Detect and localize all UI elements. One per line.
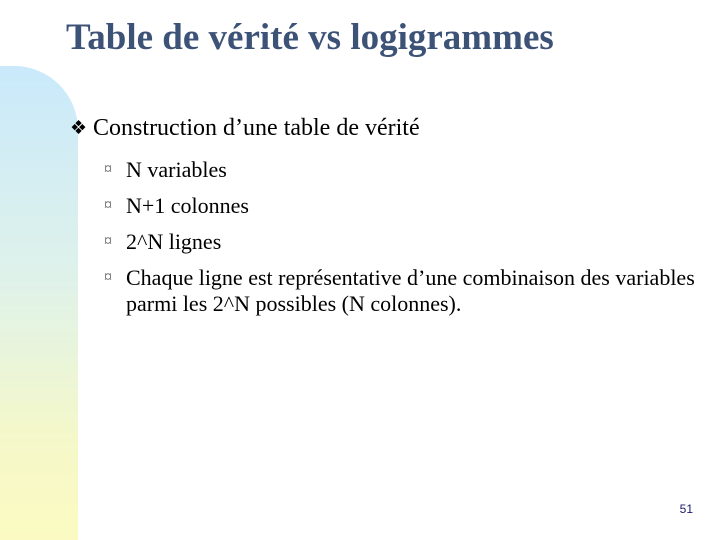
sub-bullet-item bbox=[104, 157, 716, 183]
sub-bullet-text: N variables bbox=[126, 157, 227, 182]
page-number: 51 bbox=[679, 502, 693, 516]
sub-bullet-item bbox=[104, 265, 716, 317]
currency-bullet-icon: ¤ bbox=[104, 197, 112, 214]
sub-bullet-text: Chaque ligne est représentative d’une combinaison des variables parmi les 2^N possibles (N colonnes). bbox=[126, 265, 695, 316]
currency-bullet-icon: ¤ bbox=[104, 161, 112, 178]
sub-bullet-item bbox=[104, 193, 716, 219]
sub-bullet-text: 2^N lignes bbox=[126, 229, 222, 254]
diamond-bullet-icon: ❖ bbox=[70, 118, 88, 139]
slide-title: Table de vérité vs logigrammes bbox=[66, 17, 554, 58]
currency-bullet-icon: ¤ bbox=[104, 233, 112, 250]
sub-bullet-text: N+1 colonnes bbox=[126, 193, 249, 218]
sub-bullet-list bbox=[104, 157, 716, 327]
sub-bullet-item bbox=[104, 229, 716, 255]
currency-bullet-icon: ¤ bbox=[104, 269, 112, 286]
main-bullet bbox=[70, 115, 420, 142]
main-bullet-text: Construction d’une table de vérité bbox=[93, 115, 420, 141]
decorative-side-gradient bbox=[0, 66, 78, 540]
